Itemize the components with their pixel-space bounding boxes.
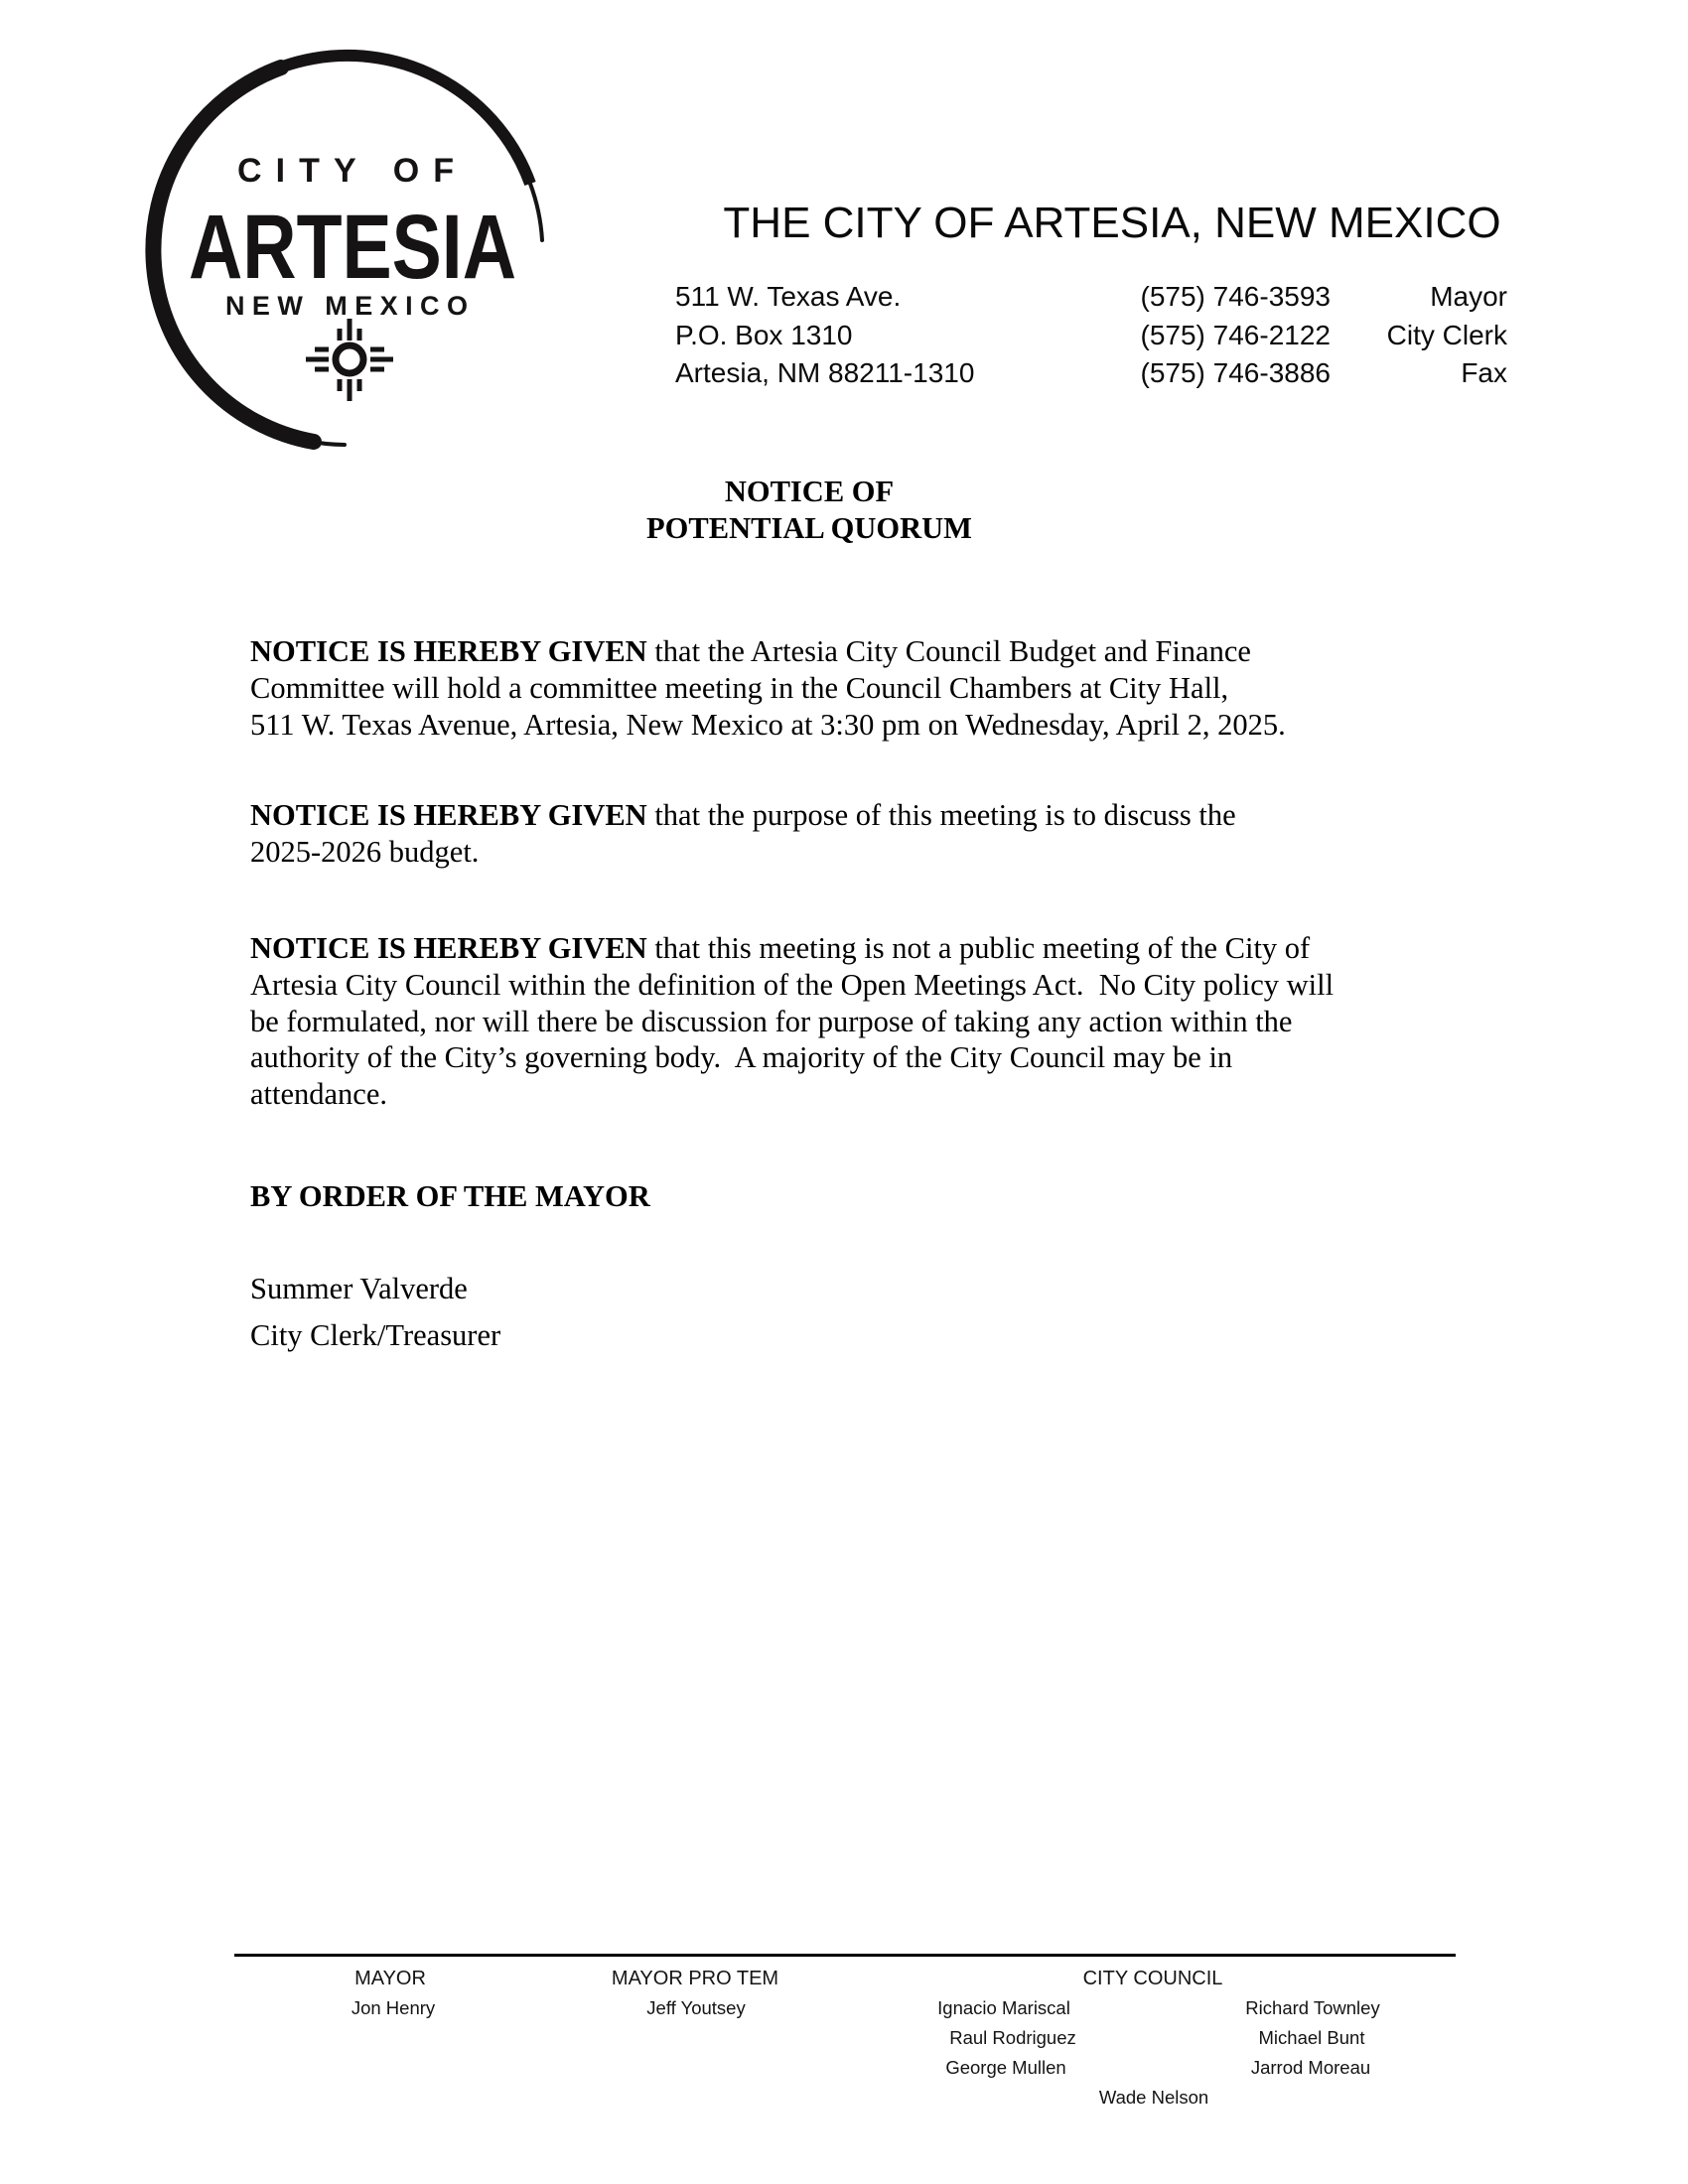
by-order-line: BY ORDER OF THE MAYOR	[250, 1179, 650, 1213]
document-title-line1: NOTICE OF	[724, 475, 895, 508]
paragraph-text: 511 W. Texas Avenue, Artesia, New Mexico at 3:30 pm on Wednesday, April 2, 2025.	[250, 707, 1286, 742]
council-member-name: George Mullen	[945, 2057, 1066, 2078]
phone-label: Fax	[1461, 357, 1507, 389]
paragraph-text: that the Artesia City Council Budget and Finance	[646, 634, 1251, 668]
footer-divider-line	[234, 1954, 1456, 1957]
letterhead-phone-labels	[1387, 278, 1507, 393]
phone-label: Mayor	[1430, 281, 1507, 312]
logo-city-of-text: CITY OF	[237, 152, 454, 190]
council-member-name: Ignacio Mariscal	[937, 1997, 1070, 2018]
footer-mayor-pro-tem-heading: MAYOR PRO TEM	[611, 1968, 779, 1989]
footer-mayor-pro-tem-name: Jeff Youtsey	[646, 1997, 746, 2018]
paragraph-lead: NOTICE IS HEREBY GIVEN	[250, 798, 647, 832]
council-member-name: Richard Townley	[1245, 1997, 1380, 2018]
letterhead-address	[675, 278, 974, 393]
council-member-name: Michael Bunt	[1258, 2027, 1365, 2048]
paragraph-lead: NOTICE IS HEREBY GIVEN	[250, 931, 647, 965]
address-line: Artesia, NM 88211-1310	[675, 357, 975, 389]
document-title-line2: POTENTIAL QUORUM	[646, 510, 972, 545]
zia-sun-icon	[306, 319, 393, 401]
signer-name: Summer Valverde	[250, 1272, 468, 1305]
paragraph-text: attendance.	[250, 1077, 388, 1112]
letterhead-phone-numbers	[1141, 278, 1331, 393]
address-line: P.O. Box 1310	[675, 319, 853, 350]
paragraph-lead: NOTICE IS HEREBY GIVEN	[250, 634, 647, 668]
council-member-name: Wade Nelson	[1098, 2087, 1209, 2108]
phone-number: (575) 746-3886	[1140, 357, 1331, 389]
council-member-name: Raul Rodriguez	[949, 2027, 1076, 2048]
phone-number: (575) 746-3593	[1140, 281, 1331, 312]
paragraph-text: authority of the City’s governing body. A majority of the City Council may be in	[250, 1040, 1233, 1075]
logo-new-mexico-text: NEW MEXICO	[225, 291, 468, 321]
phone-number: (575) 746-2122	[1140, 319, 1331, 350]
paragraph-text: Committee will hold a committee meeting in the Council Chambers at City Hall,	[250, 670, 1229, 705]
council-member-name: Jarrod Moreau	[1250, 2057, 1371, 2078]
document-title	[250, 474, 1368, 546]
footer-mayor-name: Jon Henry	[351, 1997, 436, 2018]
paragraph-text: 2025-2026 budget.	[250, 834, 480, 869]
paragraph-text: be formulated, nor will there be discussion for purpose of taking any action within the	[250, 1004, 1293, 1038]
footer-city-council-heading: CITY COUNCIL	[1082, 1968, 1223, 1989]
notice-paragraph-2	[250, 797, 1452, 871]
paragraph-text: Artesia City Council within the definition of the Open Meetings Act. No City policy will	[250, 967, 1335, 1002]
notice-paragraph-1	[250, 633, 1452, 743]
letterhead-title: THE CITY OF ARTESIA, NEW MEXICO	[723, 199, 1501, 247]
logo-artesia-text: ARTESIA	[189, 197, 516, 298]
phone-label: City Clerk	[1386, 319, 1507, 350]
paragraph-text: that the purpose of this meeting is to discuss the	[646, 798, 1236, 832]
signer-title: City Clerk/Treasurer	[250, 1318, 501, 1352]
paragraph-text: that this meeting is not a public meeting of the City of	[646, 931, 1311, 965]
footer-mayor-heading: MAYOR	[354, 1968, 426, 1989]
city-of-artesia-logo	[139, 40, 576, 467]
notice-paragraph-3	[250, 930, 1452, 1113]
address-line: 511 W. Texas Ave.	[675, 281, 902, 312]
